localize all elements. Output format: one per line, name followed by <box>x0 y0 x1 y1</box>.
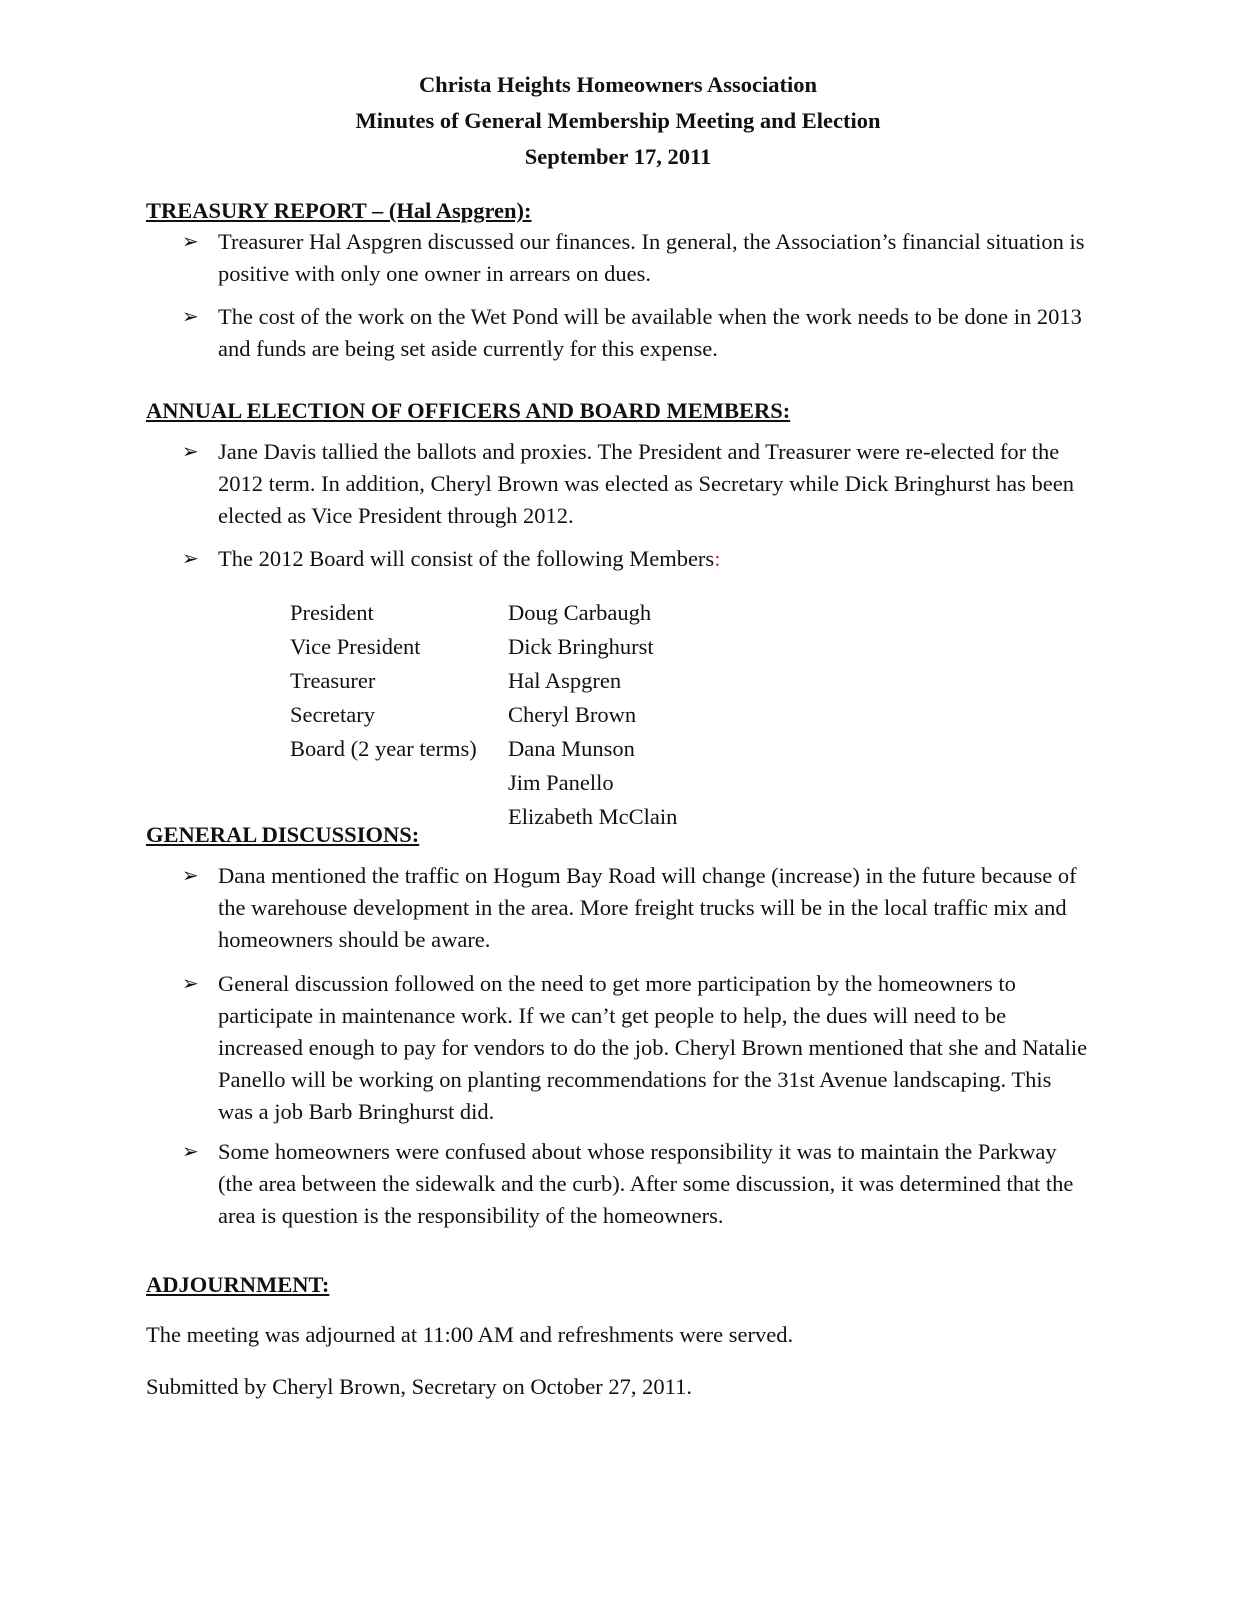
bullet-arrow-icon: ➢ <box>182 306 199 328</box>
roster-role: President <box>290 600 374 625</box>
bullet-text: General discussion followed on the need to get more participation by the homeowners to participate in maintenance work. If we can’t get people to help, the dues will need to be increased enough to pay for vendors to do the job. Cheryl Brown mentioned that she and Natalie Panello will be working on planting recommendations for the 31st Avenue landscaping. This was a job Barb Bringhurst did. <box>218 971 1088 1124</box>
board-intro-text: The 2012 Board will consist of the following Members <box>218 546 715 571</box>
election-heading: ANNUAL ELECTION OF OFFICERS AND BOARD MEMBERS: <box>146 398 791 423</box>
document-title: Minutes of General Membership Meeting and Election <box>355 108 881 133</box>
bullet-arrow-icon: ➢ <box>182 1141 199 1163</box>
roster-name: Jim Panello <box>508 770 614 795</box>
roster-name: Dick Bringhurst <box>508 634 654 659</box>
roster-role: Secretary <box>290 702 375 727</box>
bullet-arrow-icon: ➢ <box>182 973 199 995</box>
bullet-arrow-icon: ➢ <box>182 231 199 253</box>
bullet-arrow-icon: ➢ <box>182 548 199 570</box>
adjournment-text: The meeting was adjourned at 11:00 AM and refreshments were served. <box>146 1322 794 1347</box>
meeting-date: September 17, 2011 <box>524 144 712 169</box>
general-heading: GENERAL DISCUSSIONS: <box>146 822 420 847</box>
roster-name: Elizabeth McClain <box>508 804 678 829</box>
bullet-text: Some homeowners were confused about whose responsibility it was to maintain the Parkway (the area between the sidewalk and the curb). After some discussion, it was determined that the area is question is the responsibility of the homeowners. <box>218 1139 1074 1228</box>
roster-name: Cheryl Brown <box>508 702 637 727</box>
roster-role: Vice President <box>290 634 421 659</box>
bullet-text: Treasurer Hal Aspgren discussed our finances. In general, the Association’s financial situation is positive with only one owner in arrears on dues. <box>218 229 1085 286</box>
bullet-text <box>218 543 1088 575</box>
bullet-text: The cost of the work on the Wet Pond will be available when the work needs to be done in 2013 and funds are being set aside currently for this expense. <box>218 304 1082 361</box>
bullet-arrow-icon: ➢ <box>182 441 199 463</box>
roster-name: Doug Carbaugh <box>508 600 652 625</box>
organization-name: Christa Heights Homeowners Association <box>418 72 818 97</box>
adjournment-heading: ADJOURNMENT: <box>146 1272 330 1297</box>
bullet-arrow-icon: ➢ <box>182 865 199 887</box>
bullet-text: Dana mentioned the traffic on Hogum Bay Road will change (increase) in the future because of the warehouse development in the area. More freight trucks will be in the local traffic mix and homeowners should be aware. <box>218 863 1077 952</box>
board-intro-colon: : <box>714 546 721 571</box>
treasury-heading: TREASURY REPORT – (Hal Aspgren): <box>146 198 532 223</box>
roster-name: Hal Aspgren <box>508 668 622 693</box>
bullet-text: Jane Davis tallied the ballots and proxies. The President and Treasurer were re-elected for the 2012 term. In addition, Cheryl Brown was elected as Secretary while Dick Bringhurst has been elected as Vice President through 2012. <box>218 439 1075 528</box>
roster-role: Board (2 year terms) <box>290 736 477 761</box>
roster-name: Dana Munson <box>508 736 635 761</box>
submitted-by-text: Submitted by Cheryl Brown, Secretary on October 27, 2011. <box>146 1374 692 1399</box>
roster-role: Treasurer <box>290 668 376 693</box>
